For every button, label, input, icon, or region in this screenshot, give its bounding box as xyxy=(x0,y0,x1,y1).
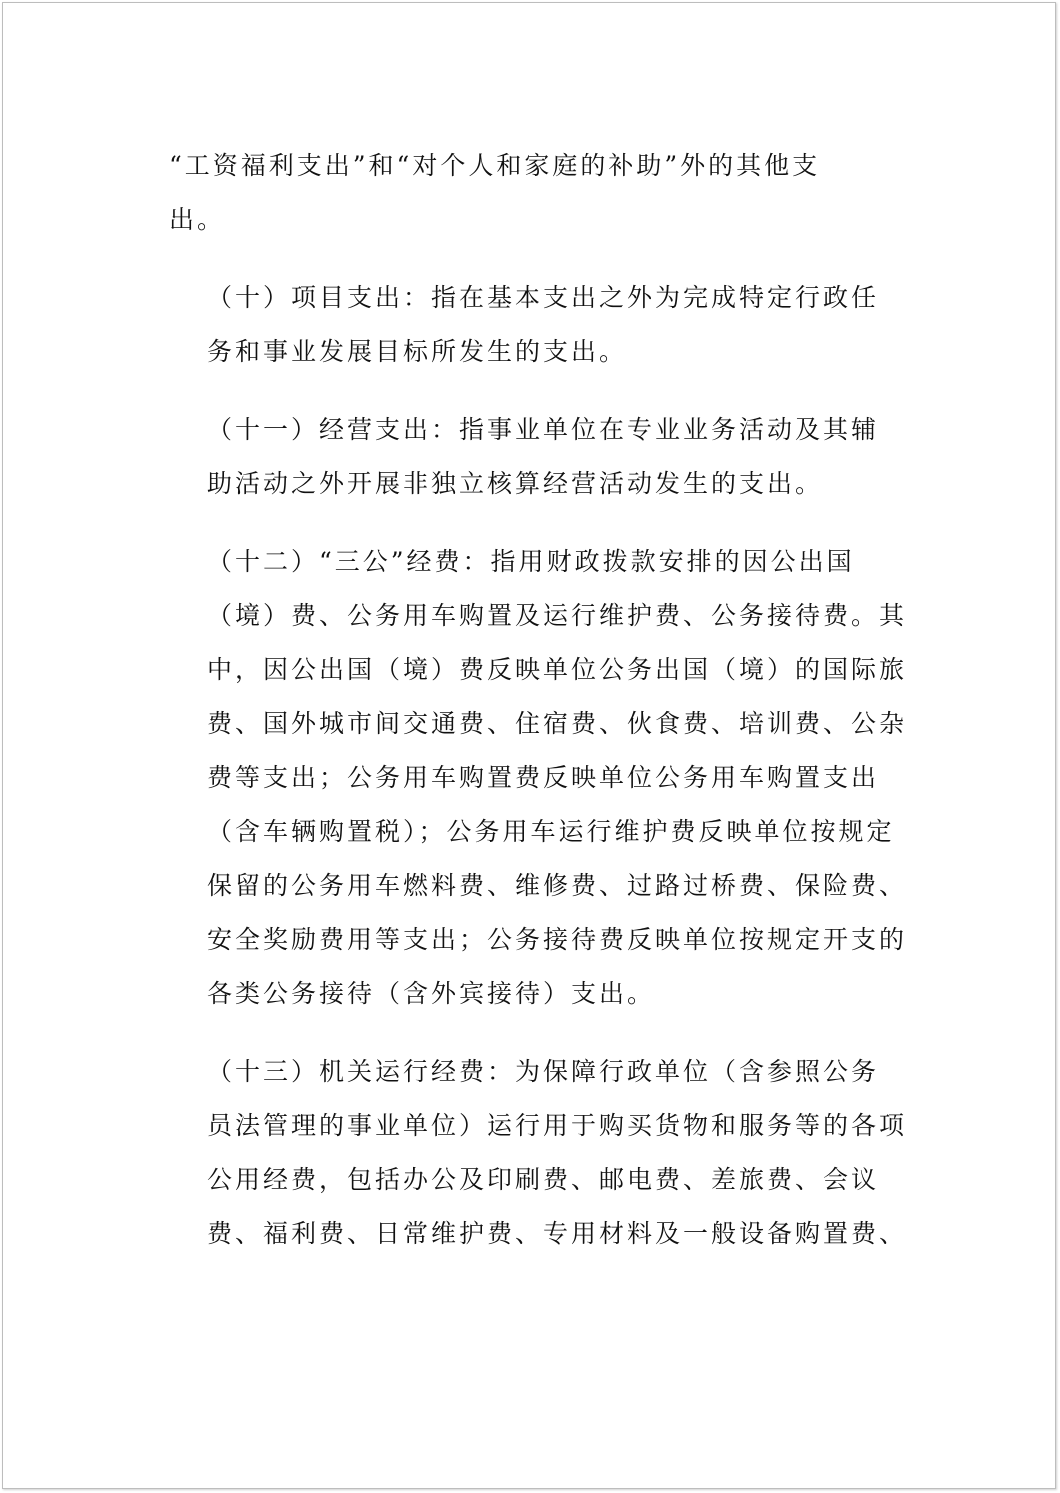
text-line: （十）项目支出：指在基本支出之外为完成特定行政任 xyxy=(207,283,880,312)
paragraph-operating-expenditure xyxy=(169,403,880,511)
text-line: 安全奖励费用等支出；公务接待费反映单位按规定开支的 xyxy=(207,925,908,954)
text-line: 出。 xyxy=(169,205,226,234)
text-line: 助活动之外开展非独立核算经营活动发生的支出。 xyxy=(207,469,824,498)
text-line: 费等支出；公务用车购置费反映单位公务用车购置支出 xyxy=(207,763,880,792)
text-line: （含车辆购置税）；公务用车运行维护费反映单位按规定 xyxy=(207,817,895,846)
text-line: “工资福利支出”和“对个人和家庭的补助”外的其他支 xyxy=(169,151,821,180)
paragraph-project-expenditure xyxy=(169,271,880,379)
paragraph-other-expenditure-continued xyxy=(169,139,871,247)
paragraph-three-public-expenses xyxy=(169,535,908,1021)
paragraph-agency-operating-funds xyxy=(169,1045,908,1261)
text-line: （境）费、公务用车购置及运行维护费、公务接待费。其 xyxy=(207,601,908,630)
text-line: （十三）机关运行经费：为保障行政单位（含参照公务 xyxy=(207,1057,880,1086)
text-line: 保留的公务用车燃料费、维修费、过路过桥费、保险费、 xyxy=(207,871,908,900)
text-line: 员法管理的事业单位）运行用于购买货物和服务等的各项 xyxy=(207,1111,908,1140)
text-line: 中，因公出国（境）费反映单位公务出国（境）的国际旅 xyxy=(207,655,908,684)
text-line: （十二）“三公”经费：指用财政拨款安排的因公出国 xyxy=(207,547,855,576)
text-line: （十一）经营支出：指事业单位在专业业务活动及其辅 xyxy=(207,415,880,444)
text-line: 费、福利费、日常维护费、专用材料及一般设备购置费、 xyxy=(207,1219,908,1248)
document-page xyxy=(2,2,1056,1489)
text-line: 各类公务接待（含外宾接待）支出。 xyxy=(207,979,656,1008)
text-line: 公用经费，包括办公及印刷费、邮电费、差旅费、会议 xyxy=(207,1165,880,1194)
text-line: 费、国外城市间交通费、住宿费、伙食费、培训费、公杂 xyxy=(207,709,908,738)
document-body xyxy=(169,139,908,1285)
text-line: 务和事业发展目标所发生的支出。 xyxy=(207,337,628,366)
